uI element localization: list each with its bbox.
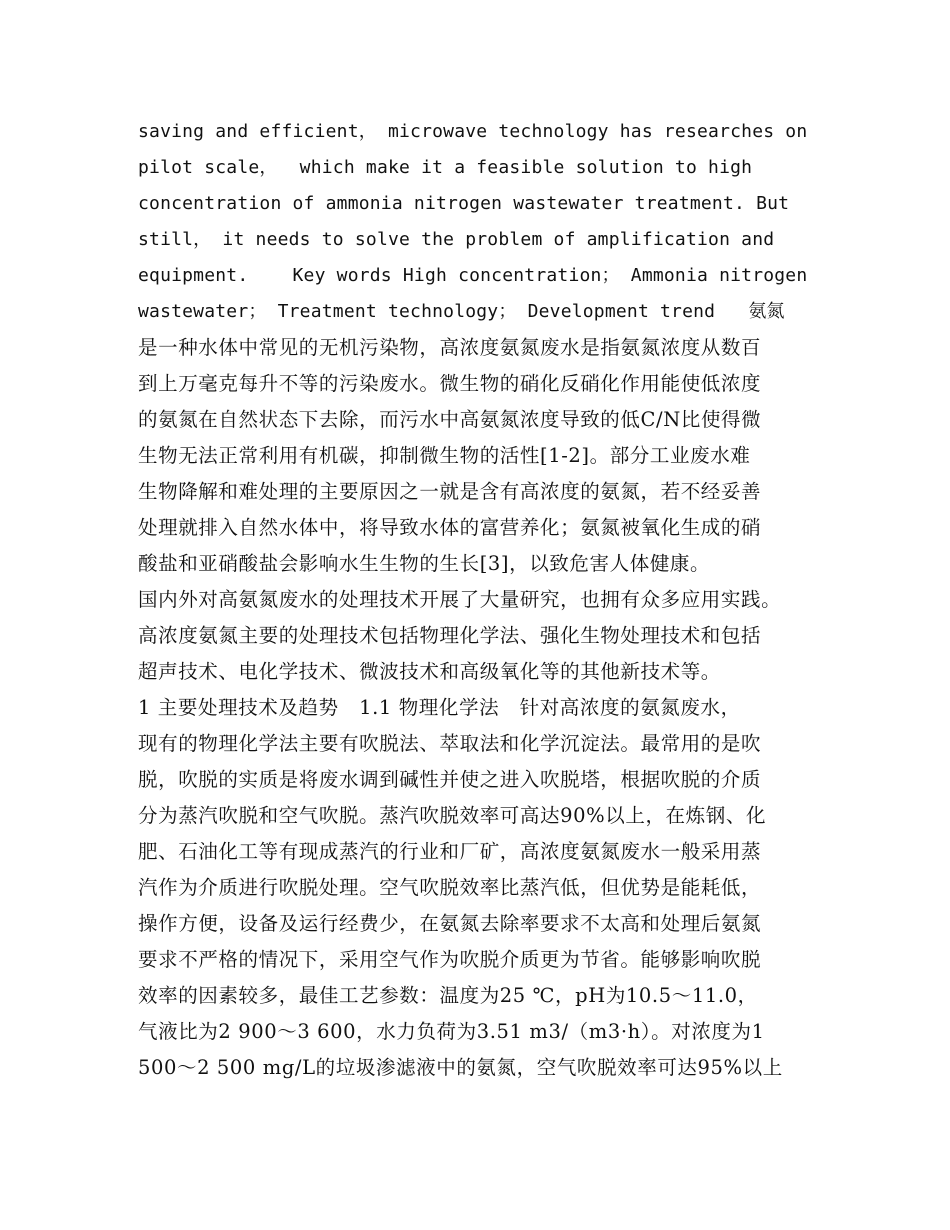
text-line: pilot scale， which make it a feasible solution to high — [138, 157, 753, 178]
text-line: concentration of ammonia nitrogen wastewater treatment. But — [138, 193, 790, 214]
text-line: 操作方便，设备及运行经费少，在氨氮去除率要求不太高和处理后氨氮 — [138, 912, 762, 935]
text-line: wastewater； Treatment technology； Development trend 氨氮 — [138, 301, 785, 322]
text-line: 生物无法正常利用有机碳，抑制微生物的活性[1-2]。部分工业废水难 — [138, 444, 751, 467]
text-line: 的氨氮在自然状态下去除，而污水中高氨氮浓度导致的低C/N比使得微 — [138, 408, 762, 431]
text-line: 是一种水体中常见的无机污染物，高浓度氨氮废水是指氨氮浓度从数百 — [138, 336, 762, 359]
section-heading-line: 1 主要处理技术及趋势 1.1 物理化学法 针对高浓度的氨氮废水， — [138, 696, 741, 719]
text-line: 处理就排入自然水体中，将导致水体的富营养化；氨氮被氧化生成的硝 — [138, 516, 762, 539]
text-line: 超声技术、电化学技术、微波技术和高级氧化等的其他新技术等。 — [138, 660, 721, 683]
text-line: 现有的物理化学法主要有吹脱法、萃取法和化学沉淀法。最常用的是吹 — [138, 732, 762, 755]
text-line: 到上万毫克每升不等的污染废水。微生物的硝化反硝化作用能使低浓度 — [138, 372, 762, 395]
text-line: 高浓度氨氮主要的处理技术包括物理化学法、强化生物处理技术和包括 — [138, 624, 762, 647]
text-line: 500～2 500 mg/L的垃圾渗滤液中的氨氮，空气吹脱效率可达95%以上 — [138, 1056, 783, 1079]
text-line: 国内外对高氨氮废水的处理技术开展了大量研究，也拥有众多应用实践。 — [138, 588, 782, 611]
text-line: 要求不严格的情况下，采用空气作为吹脱介质更为节省。能够影响吹脱 — [138, 948, 762, 971]
text-line: 酸盐和亚硝酸盐会影响水生生物的生长[3]，以致危害人体健康。 — [138, 552, 711, 575]
text-line: saving and efficient， microwave technology has researches on — [138, 121, 808, 142]
text-line: 分为蒸汽吹脱和空气吹脱。蒸汽吹脱效率可高达90%以上，在炼钢、化 — [138, 804, 767, 827]
text-line: 汽作为介质进行吹脱处理。空气吹脱效率比蒸汽低，但优势是能耗低， — [138, 876, 762, 899]
text-line: 气液比为2 900～3 600，水力负荷为3.51 m3/（m3·h）。对浓度为1 — [138, 1020, 765, 1043]
text-line: 效率的因素较多，最佳工艺参数：温度为25 ℃，pH为10.5～11.0， — [138, 984, 758, 1007]
text-line: 脱，吹脱的实质是将废水调到碱性并使之进入吹脱塔，根据吹脱的介质 — [138, 768, 762, 791]
text-line: equipment. Key words High concentration； Ammonia nitrogen — [138, 265, 808, 286]
text-line: 肥、石油化工等有现成蒸汽的行业和厂矿，高浓度氨氮废水一般采用蒸 — [138, 840, 762, 863]
text-line: still， it needs to solve the problem of amplification and — [138, 229, 775, 250]
text-line: 生物降解和难处理的主要原因之一就是含有高浓度的氨氮，若不经妥善 — [138, 480, 762, 503]
body-text — [138, 114, 814, 1086]
